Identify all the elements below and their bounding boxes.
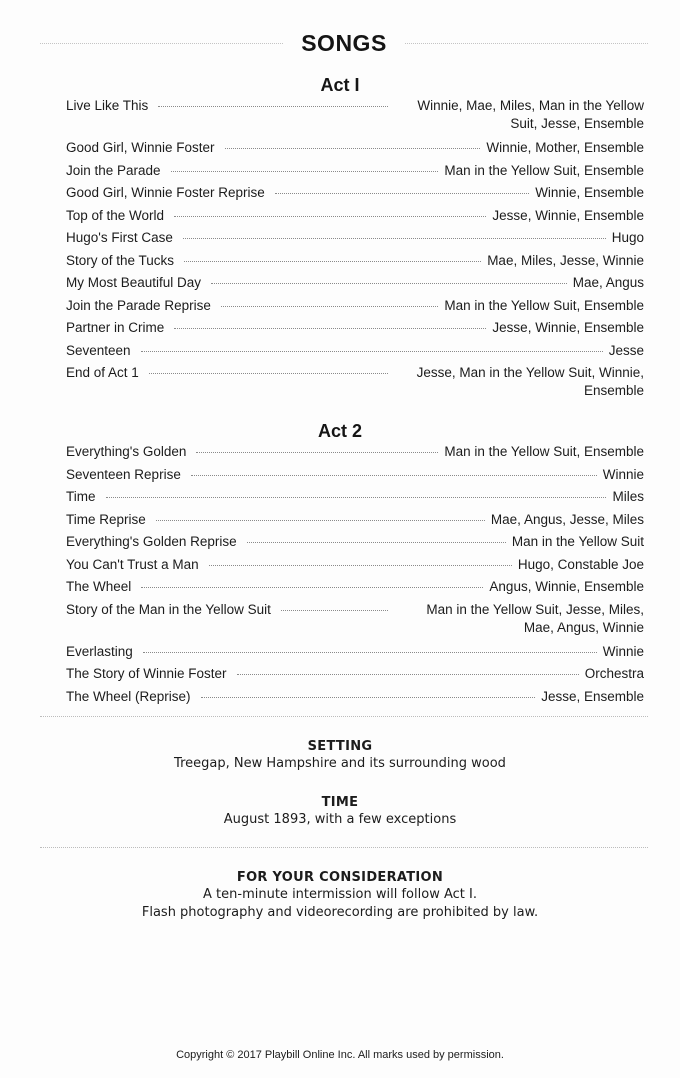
song-performers: Winnie [602, 643, 644, 659]
copyright-notice: Copyright © 2017 Playbill Online Inc. All marks used by permission. [176, 1049, 504, 1061]
song-performers: Mae, Miles, Jesse, Winnie [487, 252, 644, 268]
song-row [66, 184, 644, 202]
song-title: Seventeen Reprise [66, 466, 181, 482]
song-title: The Wheel [66, 579, 132, 594]
song-performers: Mae, Angus, Jesse, Miles [490, 511, 644, 527]
dot-leader [221, 306, 439, 307]
consideration-label: FOR YOUR CONSIDERATION [236, 870, 444, 885]
song-title: Everything's Golden Reprise [66, 534, 237, 549]
song-performers: Man in the Yellow Suit, Ensemble [444, 162, 644, 178]
time-section [0, 794, 680, 829]
act-2-heading: Act 2 [317, 421, 362, 441]
song-performers: Winnie [602, 466, 644, 482]
song-row [66, 443, 644, 461]
song-performers: Man in the Yellow Suit [511, 534, 644, 549]
act-2-song-list [66, 443, 644, 706]
dot-leader [141, 587, 483, 588]
time-text: August 1893, with a few exceptions [223, 812, 457, 827]
dot-leader [156, 520, 485, 521]
setting-text: Treegap, New Hampshire and its surrounding wood [174, 756, 506, 771]
song-row [66, 319, 644, 337]
song-row [66, 207, 644, 225]
dot-leader [174, 328, 486, 329]
setting-label: SETTING [307, 739, 373, 754]
header-rule-right [405, 43, 648, 44]
song-performers: Miles [612, 489, 644, 504]
song-performers: Jesse, Winnie, Ensemble [492, 207, 644, 223]
song-title: You Can't Trust a Man [66, 556, 199, 572]
dot-leader [184, 261, 481, 262]
song-title: Top of the World [66, 207, 165, 223]
dot-leader [201, 697, 536, 698]
dot-leader [196, 452, 438, 453]
song-performers: Jesse, Man in the Yellow Suit, Winnie, Ensemble [416, 365, 644, 398]
song-row [66, 556, 644, 574]
section-divider [40, 847, 648, 848]
song-performers: Man in the Yellow Suit, Jesse, Miles, Mae, Angus, Winnie [426, 601, 644, 635]
song-row [66, 139, 644, 157]
dot-leader [275, 193, 529, 194]
act-1-heading: Act I [320, 75, 360, 95]
song-title: Story of the Man in the Yellow Suit [66, 601, 271, 617]
song-row [66, 274, 644, 292]
song-title: The Wheel (Reprise) [66, 688, 191, 704]
song-row [66, 252, 644, 270]
song-performers: Jesse [608, 342, 644, 358]
song-row [66, 511, 644, 529]
song-row [66, 342, 644, 360]
section-divider [40, 716, 648, 717]
song-performers: Jesse, Winnie, Ensemble [492, 320, 644, 335]
song-performers: Jesse, Ensemble [541, 688, 644, 704]
song-row [66, 665, 644, 683]
song-performers: Mae, Angus [572, 275, 644, 290]
song-title: Time [66, 489, 96, 504]
song-performers: Orchestra [584, 666, 644, 681]
song-performers: Winnie, Mae, Miles, Man in the Yellow Suit, Jesse, Ensemble [417, 98, 644, 131]
dot-leader [191, 475, 597, 476]
song-title: Seventeen [66, 342, 131, 358]
song-performers: Winnie, Mother, Ensemble [486, 140, 644, 155]
song-title: Good Girl, Winnie Foster [66, 140, 215, 155]
song-title: End of Act 1 [66, 365, 139, 380]
song-row [66, 364, 644, 400]
song-row [66, 466, 644, 484]
song-row [66, 297, 644, 315]
song-row [66, 601, 644, 637]
dot-leader [209, 565, 512, 566]
song-performers: Hugo [611, 230, 644, 245]
dot-leader [106, 497, 607, 498]
consideration-section [0, 869, 680, 922]
song-performers: Hugo, Constable Joe [517, 556, 644, 572]
song-row [66, 97, 644, 133]
dot-leader [143, 652, 597, 653]
song-row [66, 578, 644, 596]
dot-leader [158, 106, 388, 107]
song-row [66, 533, 644, 551]
dot-leader [211, 283, 567, 284]
song-performers: Man in the Yellow Suit, Ensemble [444, 444, 644, 459]
setting-section [0, 738, 680, 773]
act-1-song-list [66, 97, 644, 400]
dot-leader [247, 542, 506, 543]
dot-leader [141, 351, 603, 352]
song-title: My Most Beautiful Day [66, 275, 202, 290]
song-title: The Story of Winnie Foster [66, 666, 227, 681]
dot-leader [174, 216, 486, 217]
consideration-line: Flash photography and videorecording are prohibited by law. [141, 905, 539, 920]
dot-leader [171, 171, 439, 172]
header-rule-left [40, 43, 283, 44]
song-row [66, 688, 644, 706]
song-title: Time Reprise [66, 511, 146, 527]
dot-leader [149, 373, 388, 374]
song-performers: Winnie, Ensemble [535, 185, 644, 200]
song-title: Everything's Golden [66, 444, 187, 459]
song-title: Join the Parade [66, 162, 161, 178]
song-row [66, 488, 644, 506]
song-title: Everlasting [66, 643, 133, 659]
song-title: Story of the Tucks [66, 252, 175, 268]
dot-leader [225, 148, 481, 149]
song-row [66, 229, 644, 247]
song-title: Join the Parade Reprise [66, 297, 211, 313]
dot-leader [237, 674, 579, 675]
page-title: SONGS [301, 30, 387, 56]
time-label: TIME [321, 795, 359, 810]
song-title: Live Like This [66, 98, 149, 113]
dot-leader [281, 610, 388, 611]
dot-leader [183, 238, 606, 239]
song-performers: Angus, Winnie, Ensemble [489, 579, 644, 594]
song-title: Hugo's First Case [66, 230, 173, 245]
song-row [66, 162, 644, 180]
song-row [66, 643, 644, 661]
consideration-line: A ten-minute intermission will follow Act I. [203, 887, 477, 902]
song-title: Good Girl, Winnie Foster Reprise [66, 185, 265, 200]
songs-header [40, 30, 648, 57]
song-title: Partner in Crime [66, 320, 165, 335]
song-performers: Man in the Yellow Suit, Ensemble [444, 297, 644, 313]
